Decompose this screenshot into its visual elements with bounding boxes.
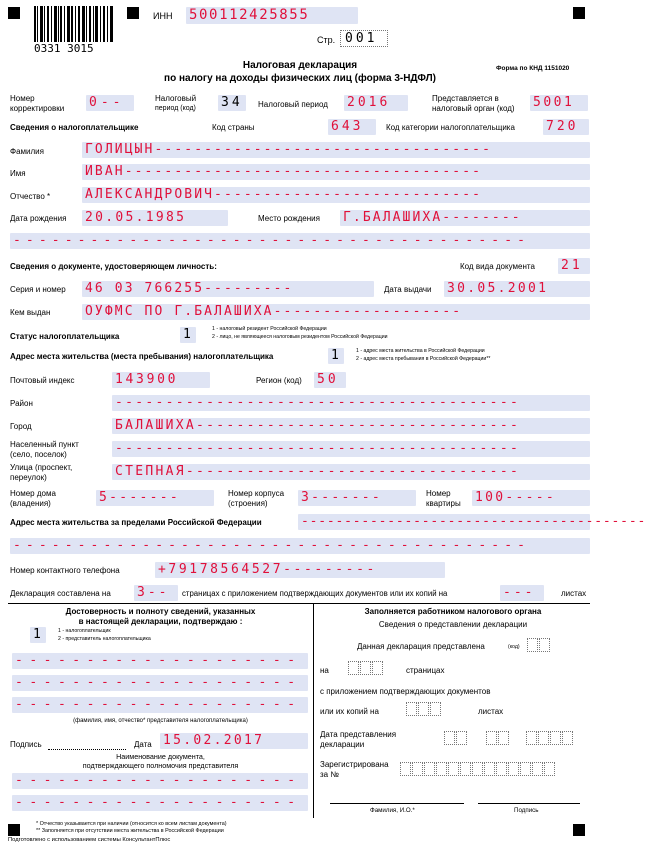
auth-reg-cell-3[interactable] (424, 762, 435, 776)
district-value: ---------------------------------------- (115, 395, 521, 410)
birth-place-value: Г.БАЛАШИХА-------- (343, 210, 522, 225)
copies-label: листах (561, 589, 587, 598)
house-label-2: (владения) (10, 499, 51, 508)
auth-date-cell-3[interactable] (486, 731, 497, 745)
copies-value: --- (503, 585, 536, 600)
issue-date-field[interactable] (444, 281, 590, 297)
status-value: 1 (183, 327, 193, 342)
birth-date-label: Дата рождения (10, 214, 67, 223)
auth-reg-cell-1[interactable] (400, 762, 411, 776)
birth-date-field[interactable] (82, 210, 228, 226)
barcode-icon (34, 6, 114, 42)
patronymic-field[interactable] (82, 187, 590, 203)
series-label: Серия и номер (10, 285, 66, 294)
correction-value: 0-- (89, 95, 125, 110)
auth-code-cell-2[interactable] (539, 638, 550, 652)
tax-period-field[interactable] (218, 95, 246, 111)
auth-fio-line[interactable] (330, 803, 464, 804)
surname-field[interactable] (82, 142, 590, 158)
page-label: Стр. (317, 35, 336, 45)
copies-field[interactable] (500, 585, 544, 601)
abroad-cont-value: ---------------------------------------- (13, 538, 531, 553)
apartment-label-1: Номер (426, 489, 451, 498)
sign-date-label: Дата (134, 740, 152, 749)
rep-name-line-2[interactable] (12, 675, 308, 691)
pages-label: Декларация составлена на (10, 589, 111, 598)
name-value: ИВАН------------------------------------ (85, 164, 483, 179)
auth-attach-label: с приложением подтверждающих документов (320, 687, 491, 696)
footnote-2: ** Заполняется при отсутствии места жительства в Российской Федерации (36, 828, 224, 834)
rep-name-line-1[interactable] (12, 653, 308, 669)
series-value: 46 03 766255--------- (85, 281, 294, 296)
auth-date-cell-8[interactable] (562, 731, 573, 745)
footnote-1: * Отчество указывается при наличии (относится ко всем листам документа) (36, 821, 227, 827)
auth-reg-label-1: Зарегистрирована (320, 760, 389, 769)
inn-value: 500112425855 (189, 7, 310, 23)
auth-reg-cell-8[interactable] (484, 762, 495, 776)
locality-value: ---------------------------------------- (115, 441, 521, 456)
building-label-2: (строения) (228, 499, 268, 508)
auth-reg-cell-5[interactable] (448, 762, 459, 776)
series-field[interactable] (82, 281, 374, 297)
auth-date-cell-7[interactable] (550, 731, 561, 745)
patronymic-label: Отчество * (10, 192, 51, 201)
doc-type-label: Код вида документа (460, 262, 535, 271)
status-label: Статус налогоплательщика (10, 332, 120, 341)
tax-year-value: 2016 (347, 95, 391, 110)
city-field[interactable] (112, 418, 590, 434)
confirm-note-2: 2 - представитель налогоплательщика (58, 636, 151, 642)
postal-label: Почтовый индекс (10, 376, 75, 385)
house-label-1: Номер дома (10, 489, 56, 498)
confirm-value: 1 (33, 627, 43, 642)
auth-reg-cell-9[interactable] (496, 762, 507, 776)
auth-date-label-1: Дата представления (320, 730, 397, 739)
sign-date-value: 15.02.2017 (163, 733, 265, 748)
country-value: 643 (331, 119, 364, 134)
street-value: СТЕПНАЯ--------------------------------- (115, 464, 521, 479)
pages-text: страницах с приложением подтверждающих документов или их копий на (182, 589, 448, 598)
signature-line[interactable] (48, 749, 126, 750)
locality-label-1: Населенный пункт (10, 440, 79, 449)
auth-title: Заполняется работником налогового органа (364, 607, 542, 616)
title-line-2: по налогу на доходы физических лиц (форма 3-НДФЛ) (164, 73, 436, 84)
locality-field[interactable] (112, 441, 590, 457)
surname-label: Фамилия (10, 147, 44, 156)
locality-label-2: (село, поселок) (10, 450, 67, 459)
phone-field[interactable] (155, 562, 445, 578)
tax-period-value: 34 (221, 95, 243, 110)
rep-doc-line-2[interactable] (12, 795, 308, 811)
name-field[interactable] (82, 164, 590, 180)
tax-year-field[interactable] (344, 95, 408, 111)
bottom-split-line (313, 603, 314, 818)
auth-date-cell-5[interactable] (526, 731, 537, 745)
confirm-title-2: в настоящей декларации, подтверждаю : (78, 617, 243, 626)
auth-pages-cell-2[interactable] (360, 661, 371, 675)
auth-reg-label-2: за № (320, 770, 339, 779)
authority-value: 5001 (533, 95, 575, 110)
abroad-label: Адрес места жительства за пределами Российской Федерации (10, 518, 262, 527)
rep-name-caption: (фамилия, имя, отчество* представителя налогоплательщика) (73, 718, 248, 724)
phone-label: Номер контактного телефона (10, 566, 120, 575)
city-value: БАЛАШИХА-------------------------------- (115, 418, 521, 433)
issue-date-value: 30.05.2001 (447, 281, 549, 296)
building-label-1: Номер корпуса (228, 489, 285, 498)
auth-pages-cell-1[interactable] (348, 661, 359, 675)
birth-place-field[interactable] (340, 210, 590, 226)
form-code: Форма по КНД 1151020 (496, 65, 570, 72)
address-type-value: 1 (331, 348, 341, 363)
authority-label-2: налоговый орган (код) (432, 104, 515, 113)
taxpayer-section-title: Сведения о налогоплательщике (10, 123, 139, 132)
title-line-1: Налоговая декларация (242, 60, 358, 71)
page-value: 001 (345, 31, 378, 46)
auth-date-cell-2[interactable] (456, 731, 467, 745)
tax-year-label: Налоговый период (258, 100, 328, 109)
doc-name-label-2: подтверждающего полномочия представителя (82, 761, 239, 770)
auth-code-cell-1[interactable] (527, 638, 538, 652)
pages-value: 3-- (137, 585, 170, 600)
rep-doc-line-1[interactable] (12, 773, 308, 789)
sign-date-field[interactable] (160, 733, 308, 749)
apartment-value: 100----- (475, 490, 557, 505)
correction-label-1: Номер (10, 94, 35, 103)
barcode (34, 6, 114, 42)
inn-field[interactable] (186, 7, 358, 24)
rep-name-line-3-value: -------------------- (15, 697, 302, 712)
auth-copies-label: или их копий на (320, 707, 379, 716)
auth-date-cell-4[interactable] (498, 731, 509, 745)
country-label: Код страны (212, 123, 255, 132)
birth-place-continuation[interactable] (10, 233, 590, 249)
region-value: 50 (317, 372, 339, 387)
city-label: Город (10, 422, 32, 431)
region-field[interactable] (314, 372, 346, 388)
issuer-field[interactable] (82, 304, 590, 320)
phone-value: +79178564527--------- (158, 562, 377, 577)
auth-sign-line[interactable] (478, 803, 580, 804)
issue-date-label: Дата выдачи (384, 285, 432, 294)
house-field[interactable] (96, 490, 214, 506)
auth-code-label: (код) (508, 644, 520, 650)
district-label: Район (10, 399, 33, 408)
barcode-number: 0331 3015 (34, 43, 114, 55)
auth-reg-cell-10[interactable] (508, 762, 519, 776)
street-label-2: переулок) (10, 473, 47, 482)
address-note-2: 2 - адрес места пребывания в Российской Федерации** (356, 356, 491, 362)
house-value: 5------- (99, 490, 181, 505)
correction-field[interactable] (86, 95, 134, 111)
street-field[interactable] (112, 464, 590, 480)
auth-reg-cell-6[interactable] (460, 762, 471, 776)
doc-type-field[interactable] (558, 258, 590, 274)
auth-subtitle: Сведения о представлении декларации (378, 620, 528, 629)
region-label: Регион (код) (256, 376, 302, 385)
authority-label-1: Представляется в (432, 94, 499, 103)
rep-name-line-1-value: -------------------- (15, 653, 302, 668)
birth-date-value: 20.05.1985 (85, 210, 187, 225)
status-note-1: 1 - налоговый резидент Российской Федерации (212, 326, 327, 332)
address-note-1: 1 - адрес места жительства в Российской Федерации (356, 348, 485, 354)
authority-field[interactable] (530, 95, 588, 111)
patronymic-value: АЛЕКСАНДРОВИЧ--------------------------- (85, 187, 483, 202)
address-type-field[interactable] (328, 348, 344, 364)
corner-marker-top-center (127, 7, 139, 19)
category-value: 720 (546, 119, 579, 134)
tax-period-label-2: период (код) (155, 105, 196, 112)
auth-date-cell-1[interactable] (444, 731, 455, 745)
auth-presented-label: Данная декларация представлена (357, 642, 485, 651)
birth-place-cont-value: ---------------------------------------- (13, 233, 531, 248)
category-label: Код категории налогоплательщика (386, 123, 515, 132)
pages-field[interactable] (134, 585, 178, 601)
apartment-field[interactable] (472, 490, 590, 506)
rep-doc-line-2-value: -------------------- (15, 795, 302, 810)
auth-date-cell-6[interactable] (538, 731, 549, 745)
inn-label: ИНН (153, 11, 173, 21)
rep-name-line-2-value: -------------------- (15, 675, 302, 690)
issuer-value: ОУФМС ПО Г.БАЛАШИХА------------------- (85, 304, 463, 319)
auth-copies-cell-3[interactable] (430, 702, 441, 716)
postal-field[interactable] (112, 372, 210, 388)
id-doc-section-title: Сведения о документе, удостоверяющем личность: (10, 262, 217, 271)
corner-marker-bottom-left (8, 824, 20, 836)
corner-marker-bottom-right (573, 824, 585, 836)
rep-name-line-3[interactable] (12, 697, 308, 713)
postal-value: 143900 (115, 372, 179, 387)
signature-label: Подпись (10, 740, 42, 749)
status-field[interactable] (180, 327, 196, 343)
address-section-title: Адрес места жительства (места пребывания) налогоплательщика (10, 352, 274, 361)
page-field[interactable] (340, 30, 388, 47)
street-label-1: Улица (проспект, (10, 463, 73, 472)
auth-reg-cell-4[interactable] (436, 762, 447, 776)
building-value: 3------- (301, 490, 383, 505)
auth-reg-cell-7[interactable] (472, 762, 483, 776)
confirm-field[interactable] (30, 627, 46, 643)
auth-reg-cell-11[interactable] (520, 762, 531, 776)
apartment-label-2: квартиры (426, 499, 461, 508)
auth-reg-cell-12[interactable] (532, 762, 543, 776)
auth-date-label-2: декларации (320, 740, 365, 749)
name-label: Имя (10, 169, 26, 178)
status-note-2: 2 - лицо, не являющееся налоговым резидентом Российской Федерации (212, 334, 388, 340)
corner-marker-top-right (573, 7, 585, 19)
confirm-title-1: Достоверность и полноту сведений, указанных (65, 607, 256, 616)
auth-pages-cell-3[interactable] (372, 661, 383, 675)
auth-copies-cell-2[interactable] (418, 702, 429, 716)
country-field[interactable] (328, 119, 376, 135)
category-field[interactable] (543, 119, 589, 135)
abroad-value: ---------------------------------------- (301, 514, 646, 529)
footer-text: Подготовлено с использованием системы КонсультантПлюс (8, 837, 171, 843)
corner-marker-top-left (8, 7, 20, 19)
auth-reg-cell-2[interactable] (412, 762, 423, 776)
tax-period-label-1: Налоговый (155, 94, 197, 103)
doc-type-value: 21 (561, 258, 583, 273)
auth-sign-label: Подпись (514, 807, 539, 814)
auth-fio-label: Фамилия, И.О.* (370, 807, 415, 814)
issuer-label: Кем выдан (10, 308, 51, 317)
abroad-continuation[interactable] (10, 538, 590, 554)
auth-copies-cell-1[interactable] (406, 702, 417, 716)
auth-pages-label: страницах (406, 666, 445, 675)
rep-doc-line-1-value: -------------------- (15, 773, 302, 788)
auth-reg-cell-13[interactable] (544, 762, 555, 776)
building-field[interactable] (298, 490, 416, 506)
district-field[interactable] (112, 395, 590, 411)
auth-on-label: на (320, 666, 329, 675)
confirm-note-1: 1 - налогоплательщик (58, 628, 111, 634)
surname-value: ГОЛИЦЫН---------------------------------- (85, 142, 492, 157)
birth-place-label: Место рождения (258, 214, 320, 223)
doc-name-label-1: Наименование документа, (116, 752, 205, 761)
abroad-field[interactable] (298, 514, 646, 530)
correction-label-2: корректировки (10, 104, 65, 113)
bottom-divider (8, 603, 590, 604)
auth-sheets-label: листах (478, 707, 504, 716)
